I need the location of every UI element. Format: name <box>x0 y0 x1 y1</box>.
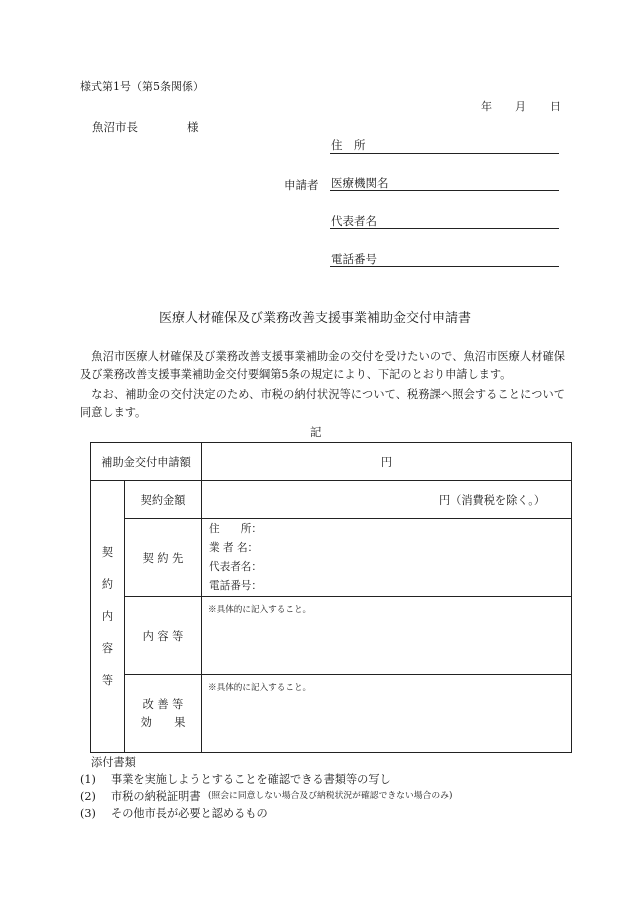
amount-label: 補助金交付申請額 <box>101 455 191 469</box>
attachment-item-3-text: その他市長が必要と認めるもの <box>111 807 268 820</box>
applicant-phone-label: 電話番号 <box>331 252 377 266</box>
amount-label-cell <box>91 443 202 481</box>
contractor-label-cell <box>125 519 202 597</box>
attachments-heading: 添付書類 <box>91 756 136 769</box>
attachment-item-2-num: (2) <box>80 790 96 803</box>
applicant-label: 申請者 <box>284 178 319 192</box>
ki-heading: 記 <box>310 425 322 439</box>
applicant-address-line[interactable] <box>330 153 559 154</box>
section-char: 等 <box>101 673 114 687</box>
contractor-representative-label: 代表者名： <box>209 560 262 573</box>
attachment-item-2-note: (照会に同意しない場合及び納税状況が確認できない場合のみ) <box>208 791 453 801</box>
content-label: 内 容 等 <box>142 629 184 643</box>
attachment-item-1-num: (1) <box>80 773 96 786</box>
effect-label-line1: 改 善 等 <box>142 697 184 711</box>
attachment-item-3-num: (3) <box>80 807 96 820</box>
contract-amount-label-cell <box>125 481 202 519</box>
section-char: 契 <box>101 545 114 559</box>
section-char: 内 <box>101 609 114 623</box>
application-table <box>90 442 572 753</box>
form-number: 様式第1号（第5条関係） <box>80 80 204 93</box>
applicant-institution-line[interactable] <box>330 190 559 191</box>
applicant-representative-label: 代表者名 <box>331 214 377 228</box>
date-month-label: 月 <box>515 100 526 113</box>
contract-section-label <box>91 481 125 753</box>
effect-label-cell <box>125 675 202 753</box>
amount-value-cell[interactable] <box>202 443 572 481</box>
effect-value-cell[interactable] <box>202 675 572 753</box>
contract-amount-value-cell[interactable] <box>202 481 572 519</box>
content-value-cell[interactable] <box>202 597 572 675</box>
contractor-phone-label: 電話番号： <box>209 579 262 592</box>
contractor-value-cell[interactable] <box>202 519 572 597</box>
attachment-item-1-text: 事業を実施しようとすることを確認できる書類等の写し <box>111 773 391 786</box>
effect-note: ※具体的に記入すること。 <box>208 683 312 693</box>
attachment-item-2-text: 市税の納税証明書 <box>111 790 201 803</box>
amount-unit: 円 <box>380 455 393 469</box>
effect-label-line2: 効 果 <box>140 715 186 729</box>
contract-amount-unit: 円（消費税を除く。） <box>438 493 546 507</box>
contract-amount-label: 契約金額 <box>140 493 186 507</box>
section-char: 容 <box>101 641 114 655</box>
content-note: ※具体的に記入すること。 <box>208 605 312 615</box>
applicant-address-label: 住 所 <box>331 138 366 152</box>
content-label-cell <box>125 597 202 675</box>
applicant-phone-line[interactable] <box>330 266 559 267</box>
body-paragraph-2: なお、補助金の交付決定のため、市税の納付状況等について、税務課へ照会することについて同意します。 <box>80 388 565 419</box>
date-year-label: 年 <box>481 100 492 113</box>
applicant-representative-line[interactable] <box>330 228 559 229</box>
document-title: 医療人材確保及び業務改善支援事業補助金交付申請書 <box>158 311 471 326</box>
date-day-label: 日 <box>550 100 561 113</box>
applicant-institution-label: 医療機関名 <box>331 176 389 190</box>
addressee-name: 魚沼市長 <box>92 120 138 134</box>
section-char: 約 <box>101 577 114 591</box>
addressee-honorific: 様 <box>187 120 199 134</box>
body-paragraph-1: 魚沼市医療人材確保及び業務改善支援事業補助金の交付を受けたいので、魚沼市医療人材確保及び業務改善支援事業補助金交付要綱第5条の規定により、下記のとおり申請します。 <box>80 350 565 381</box>
contractor-label: 契 約 先 <box>142 551 184 565</box>
contractor-address-label: 住 所： <box>209 522 262 535</box>
contractor-company-label: 業 者 名： <box>209 541 259 554</box>
